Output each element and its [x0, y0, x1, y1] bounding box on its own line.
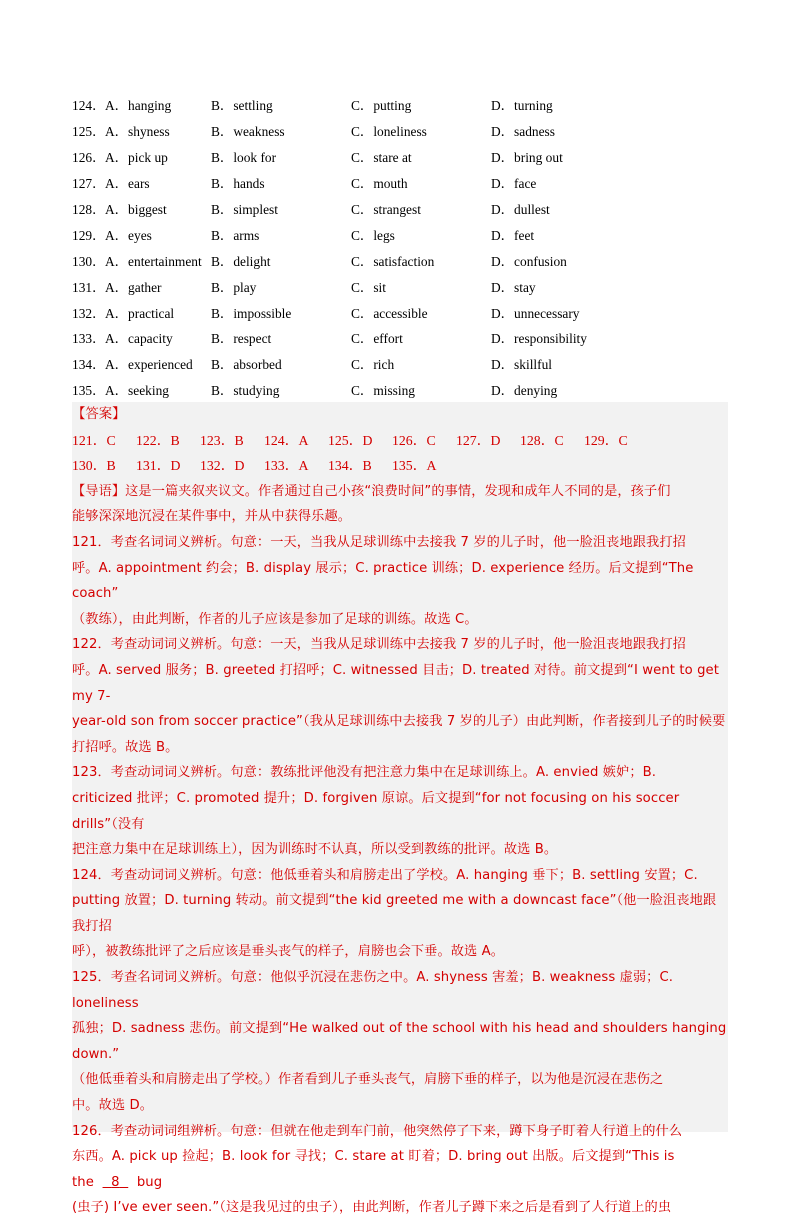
explanation-line-with-blank — [72, 1144, 728, 1195]
option-a: A．shyness — [105, 124, 170, 140]
guide-line: 能够深深地沉浸在某件事中，并从中获得乐趣。 — [72, 509, 352, 525]
question-row — [72, 144, 732, 170]
answer-key: 123．B — [200, 432, 244, 448]
answer-key: 133．A — [264, 458, 309, 474]
explanation-line: (虫子) I’ve ever seen.”（这是我见过的虫子），由此判断，作者儿子蹲下来之后是看到了人行道上的虫 — [72, 1200, 672, 1216]
guide-line: 【导语】这是一篇夹叙夹议文。作者通过自己小孩“浪费时间”的事情，发现和成年人不同的是，孩子们 — [72, 483, 671, 499]
question-row — [72, 196, 732, 222]
option-d: D．sadness — [491, 124, 555, 140]
answer-key: 130．B — [72, 458, 116, 474]
option-c: C．satisfaction — [351, 253, 435, 269]
option-b: B．arms — [211, 227, 260, 243]
option-a: A．capacity — [105, 331, 173, 347]
answer-key: 127．D — [456, 432, 501, 448]
question-number: 127． — [72, 176, 106, 192]
option-b: B．settling — [211, 98, 273, 114]
explanation-121 — [72, 530, 728, 632]
option-a: A．biggest — [105, 202, 167, 217]
explanation-line: 中。故选 D。 — [72, 1098, 153, 1114]
explanation-line: 124．考查动词词义辨析。句意：他低垂着头和肩膀走出了学校。A. hanging 垂下；B. settling 安置；C. — [72, 867, 698, 883]
answer-key: 135．A — [392, 458, 437, 474]
question-options-table — [72, 92, 732, 403]
explanation-line: 125．考查名词词义辨析。句意：他似乎沉浸在悲伤之中。A. shyness 害羞；B. weakness 虚弱；C. loneliness — [72, 970, 674, 1011]
option-c: C．putting — [351, 98, 412, 114]
option-a: A．hanging — [105, 98, 172, 114]
question-row — [72, 247, 732, 273]
question-row — [72, 377, 732, 403]
question-row — [72, 170, 732, 196]
option-d: D．responsibility — [491, 331, 587, 347]
option-c: C．strangest — [351, 202, 421, 217]
question-number: 133． — [72, 331, 106, 347]
answer-analysis-block — [72, 402, 728, 1216]
option-c: C．rich — [351, 357, 395, 373]
question-number: 135． — [72, 383, 106, 399]
option-b: B．studying — [211, 383, 280, 399]
explanation-126 — [72, 1119, 728, 1221]
option-b: B．weakness — [211, 124, 285, 140]
answer-key: 124．A — [264, 432, 309, 448]
answer-key: 132．D — [200, 458, 245, 474]
explanation-line: 把注意力集中在足球训练上），因为训练时不认真，所以受到教练的批评。故选 B。 — [72, 842, 558, 858]
question-number: 126． — [72, 150, 106, 166]
option-a: A．pick up — [105, 150, 168, 166]
option-a: A．seeking — [105, 383, 169, 399]
question-number: 134． — [72, 357, 106, 373]
explanation-line: 打招呼。故选 B。 — [72, 739, 179, 755]
explanation-line: （他低垂着头和肩膀走出了学校。）作者看到儿子垂头丧气，肩膀下垂的样子，以为他是沉浸在悲伤之 — [72, 1072, 664, 1088]
guide-paragraph — [72, 479, 728, 530]
option-b: B．respect — [211, 331, 272, 347]
option-a: A．gather — [105, 279, 162, 295]
question-row — [72, 273, 732, 299]
option-a: A．ears — [105, 176, 150, 192]
explanation-line: 东西。A. pick up 捡起；B. look for 寻找；C. stare at 盯着；D. bring out 出版。后文提到“This is the — [72, 1149, 675, 1190]
explanation-line: 121．考查名词词义辨析。句意：一天，当我从足球训练中去接我 7 岁的儿子时，他一脸沮丧地跟我打招 — [72, 534, 686, 550]
explanation-line: 123．考查动词词义辨析。句意：教练批评他没有把注意力集中在足球训练上。A. envied 嫉妒；B. — [72, 765, 657, 781]
option-d: D．face — [491, 176, 537, 192]
option-d: D．unnecessary — [491, 305, 580, 321]
option-a: A．eyes — [105, 227, 152, 243]
explanation-line: 呼。A. appointment 约会；B. display 展示；C. practice 训练；D. experience 经历。后文提到“The coach” — [72, 560, 694, 602]
answer-key-row — [72, 428, 728, 454]
answer-key: 121．C — [72, 432, 116, 448]
option-c: C．missing — [351, 383, 415, 399]
explanation-line: 122．考查动词词义辨析。句意：一天，当我从足球训练中去接我 7 岁的儿子时，他一脸沮丧地跟我打招 — [72, 637, 686, 653]
explanation-line: 呼），被教练批评了之后应该是垂头丧气的样子，肩膀也会下垂。故选 A。 — [72, 944, 505, 960]
option-c: C．accessible — [351, 305, 428, 321]
option-c: C．effort — [351, 331, 403, 347]
option-d: D．skillful — [491, 357, 553, 373]
explanation-line: （教练），由此判断，作者的儿子应该是参加了足球的训练。故选 C。 — [72, 611, 478, 627]
question-row — [72, 118, 732, 144]
option-d: D．stay — [491, 279, 536, 295]
option-a: A．practical — [105, 305, 175, 321]
blank-number — [103, 1175, 129, 1190]
explanation-line: 126．考查动词词组辨析。句意：但就在他走到车门前，他突然停了下来，蹲下身子盯着人行道上的什么 — [72, 1123, 683, 1139]
answer-key: 131．D — [136, 458, 181, 474]
option-d: D．turning — [491, 98, 553, 114]
explanation-123 — [72, 760, 728, 862]
question-row — [72, 221, 732, 247]
option-d: D．dullest — [491, 202, 550, 217]
explanation-line: 孤独；D. sadness 悲伤。前文提到“He walked out of the school with his head and shoulders hanging down.” — [72, 1021, 727, 1062]
explanation-line: 呼。A. served 服务；B. greeted 打招呼；C. witnessed 目击；D. treated 对待。前文提到“I went to get my 7- — [72, 662, 720, 704]
explanation-line: criticized 批评；C. promoted 提升；D. forgiven 原谅。后文提到“for not focusing on his soccer drills”（没有 — [72, 790, 680, 832]
option-b: B．absorbed — [211, 357, 282, 373]
question-row — [72, 92, 732, 118]
answer-key: 134．B — [328, 458, 372, 474]
blank-number-text: 8 — [111, 1174, 120, 1190]
option-b: B．impossible — [211, 305, 292, 321]
answer-key: 128．C — [520, 432, 564, 448]
option-b: B．simplest — [211, 202, 278, 217]
option-d: D．feet — [491, 227, 535, 243]
explanation-122 — [72, 632, 728, 760]
question-number: 131． — [72, 279, 106, 295]
option-d: D．confusion — [491, 253, 567, 269]
explanation-124 — [72, 863, 728, 965]
option-d: D．bring out — [491, 150, 563, 166]
question-number: 124． — [72, 98, 106, 114]
question-row — [72, 351, 732, 377]
option-b: B．hands — [211, 176, 265, 192]
explanation-line: year-old son from soccer practice”（我从足球训练中去接我 7 岁的儿子）由此判断，作者接到儿子的时候要 — [72, 714, 726, 730]
answer-key: 126．C — [392, 432, 436, 448]
question-number: 125． — [72, 124, 106, 140]
option-c: C．loneliness — [351, 124, 427, 140]
option-d: D．denying — [491, 383, 558, 399]
option-a: A．entertainment — [105, 253, 202, 269]
question-number: 128． — [72, 202, 106, 217]
explanation-line: putting 放置；D. turning 转动。前文提到“the kid greeted me with a downcast face”（他一脸沮丧地跟我打招 — [72, 893, 717, 934]
option-c: C．mouth — [351, 176, 408, 192]
blank-following-word: bug — [136, 1174, 163, 1190]
answer-key-row — [72, 453, 728, 479]
question-number: 132． — [72, 305, 106, 321]
answer-heading: 【答案】 — [72, 407, 126, 422]
question-number: 130． — [72, 253, 106, 269]
option-c: C．sit — [351, 279, 386, 295]
answer-key: 122．B — [136, 432, 180, 448]
option-b: B．play — [211, 279, 257, 295]
question-number: 129． — [72, 227, 106, 243]
option-c: C．legs — [351, 227, 395, 243]
option-a: A．experienced — [105, 357, 193, 373]
explanation-125 — [72, 965, 728, 1119]
option-b: B．delight — [211, 253, 271, 269]
answer-key: 129．C — [584, 432, 628, 448]
question-row — [72, 325, 732, 351]
question-row — [72, 299, 732, 325]
option-c: C．stare at — [351, 150, 412, 166]
answer-key: 125．D — [328, 432, 373, 448]
option-b: B．look for — [211, 150, 277, 166]
